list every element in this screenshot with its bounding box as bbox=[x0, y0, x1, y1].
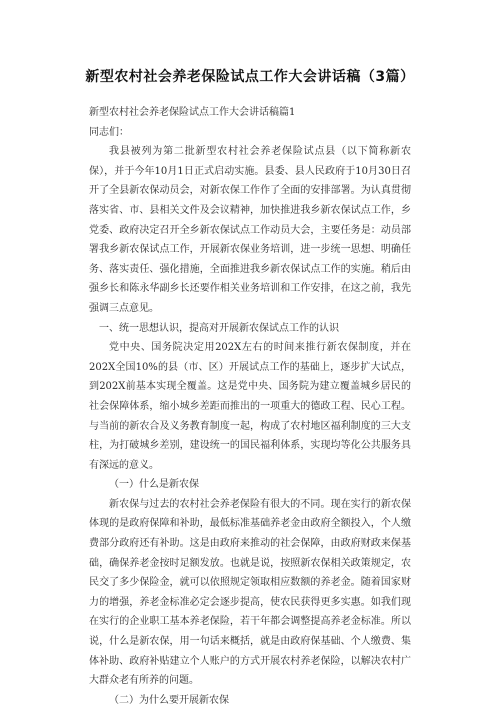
subsection-heading-2: （二）为什么要开展新农保 bbox=[109, 694, 229, 706]
paragraph-definition: 新农保与过去的农村社会养老保险有很大的不同。现在实行的新农保体现的是政府保障和补助，最低标准基础养老金由政府全额投入，个人缴费部分政府还有补助。这是由政府来推动的社会保障，由政府财政来保基础，确保养老金按时足额发放。也就是说，按照新农保相关政策规定，农民交了多少保险金，就可以依照规定领取相应数额的养老金。随着国家财力的增强，养老金标准必定会逐步提高，使农民获得更多实惠。如我们现在实行的企业职工基本养老保险，若干年都会调整提高养老金标准。所以说，什么是新农保，用一句话来概括，就是由政府保基础、个人缴费、集体补助、政府补贴建立个人账户的方式开展农村养老保险，以解决农村广大群众老有所养的问题。 bbox=[89, 498, 411, 687]
section-heading-1: 一、统一思想认识，提高对开展新农保试点工作的认识 bbox=[99, 322, 339, 334]
paragraph-policy: 党中央、国务院决定用202X左右的时间来推行新农保制度，并在202X全国10%的县（市、区）开展试点工作的基础上，逐步扩大试点，到202X前基本实现全覆盖。这是党中央、国务院为建立覆盖城乡居民的社会保障体系，缩小城乡差距而推出的一项重大的德政工程、民心工程。与当前的新农合及义务教育制度一起，构成了农村地区福利制度的三大支柱，为打破城乡差别，建设统一的国民福利体系，实现均等化公共服务具有深远的意义。 bbox=[89, 342, 411, 471]
subsection-heading-1: （一）什么是新农保 bbox=[109, 479, 199, 491]
document-title: 新型农村社会养老保险试点工作大会讲话稿（3篇） bbox=[85, 69, 415, 85]
salutation: 同志们： bbox=[89, 126, 129, 138]
document-body bbox=[89, 103, 411, 710]
document-subtitle: 新型农村社会养老保险试点工作大会讲话稿篇1 bbox=[89, 107, 296, 118]
paragraph-intro: 我县被列为第二批新型农村社会养老保险试点县（以下简称新农保），并于今年10月1日正式启动实施。县委、县人民政府于10月30日召开了全县新农保动员会，对新农保工作作了全面的安排部署。为认真贯彻落实省、市、县相关文件及会议精神，加快推进我乡新农保试点工作，乡党委、政府决定召开全乡新农保试点工作动员大会，主要任务是：动员部署我乡新农保试点工作，开展新农保业务培训，进一步统一思想、明确任务、落实责任、强化措施，全面推进我乡新农保试点工作的实施。稍后由强乡长和陈永华副乡长还要作相关业务培训和工作安排，在这之前，我先强调三点意见。 bbox=[89, 146, 411, 314]
